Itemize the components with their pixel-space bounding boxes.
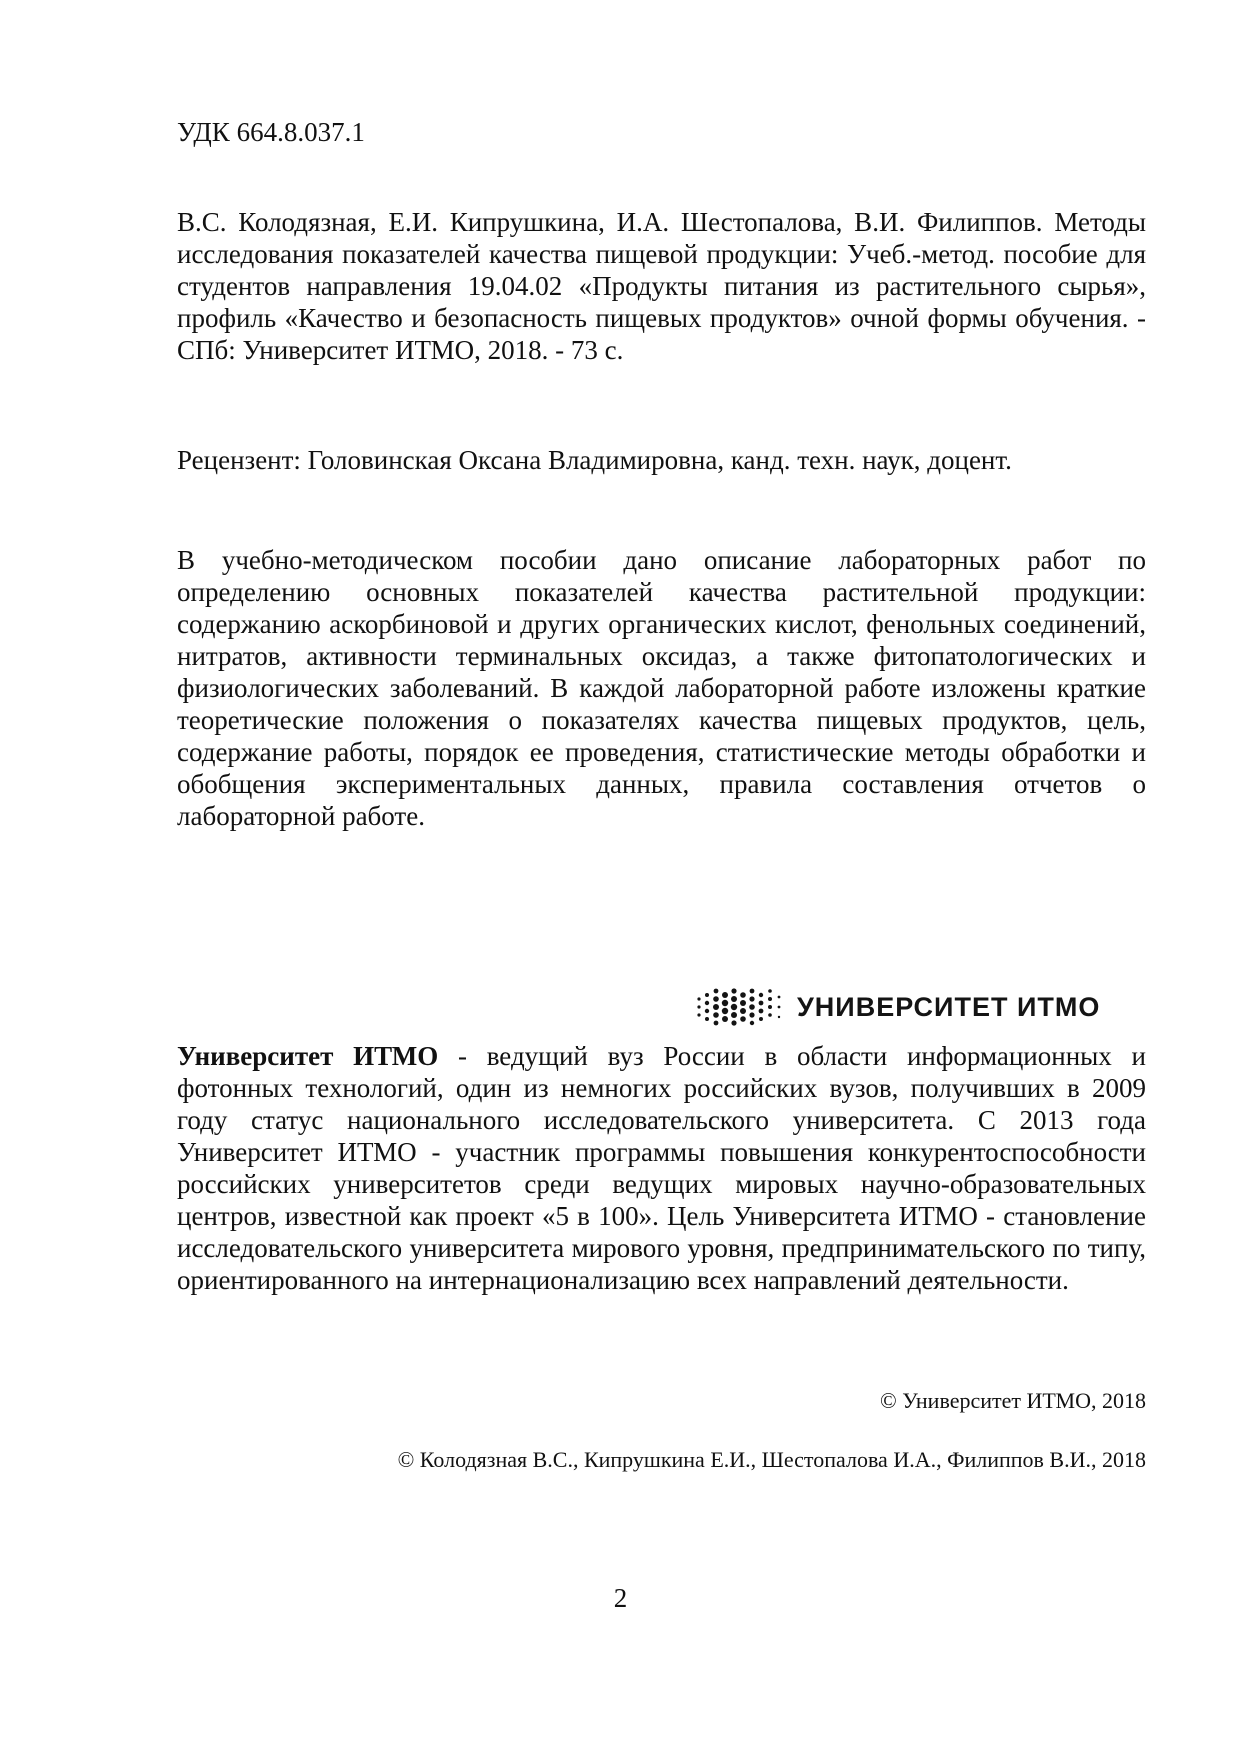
udk-code: УДК 664.8.037.1 xyxy=(177,117,365,147)
page-number: 2 xyxy=(613,1583,628,1613)
itmo-dots-logo-icon xyxy=(695,985,787,1029)
bibliographic-description: В.С. Колодязная, Е.И. Кипрушкина, И.А. Шестопалова, В.И. Филиппов. Методы исследования показателей качества пищевой продукции: Учеб.-метод. пособие для студентов направления 19.04.02 «Продукты питания из растительного сырья», профиль «Качество и безопасность пищевых продуктов» очной формы обучения. - СПб: Университет ИТМО, 2018. - 73 с. xyxy=(177,207,1146,365)
copyright-authors: © Колодязная В.С., Кипрушкина Е.И., Шестопалова И.А., Филиппов В.И., 2018 xyxy=(397,1447,1146,1472)
copyright-university: © Университет ИТМО, 2018 xyxy=(880,1388,1146,1413)
itmo-logo-text: УНИВЕРСИТЕТ ИТМО xyxy=(797,991,1101,1022)
about-university-paragraph xyxy=(177,1040,1146,1296)
about-university-lead: Университет ИТМО xyxy=(177,1041,439,1071)
itmo-logo xyxy=(695,982,1100,1032)
abstract-paragraph: В учебно-методическом пособии дано описание лабораторных работ по определению основных показателей качества растительной продукции: содержанию аскорбиновой и других органических кислот, фенольных соединений, нитратов, активности терминальных оксидаз, а также фитопатологических и физиологических заболеваний. В каждой лабораторной работе изложены краткие теоретические положения о показателях качества пищевых продуктов, цель, содержание работы, порядок ее проведения, статистические методы обработки и обобщения экспериментальных данных, правила составления отчетов о лабораторной работе. xyxy=(177,545,1146,831)
about-university-body: - ведущий вуз России в области информационных и фотонных технологий, один из немногих российских вузов, получивших в 2009 году статус национального исследовательского университета. С 2013 года Университет ИТМО - участник программы повышения конкурентоспособности российских университетов среди ведущих мировых научно-образовательных центров, известной как проект «5 в 100». Цель Университета ИТМО - становление исследовательского университета мирового уровня, предпринимательского по типу, ориентированного на интернационализацию всех направлений деятельности. xyxy=(177,1041,1146,1295)
reviewer-line: Рецензент: Головинская Оксана Владимировна, канд. техн. наук, доцент. xyxy=(177,445,1012,475)
